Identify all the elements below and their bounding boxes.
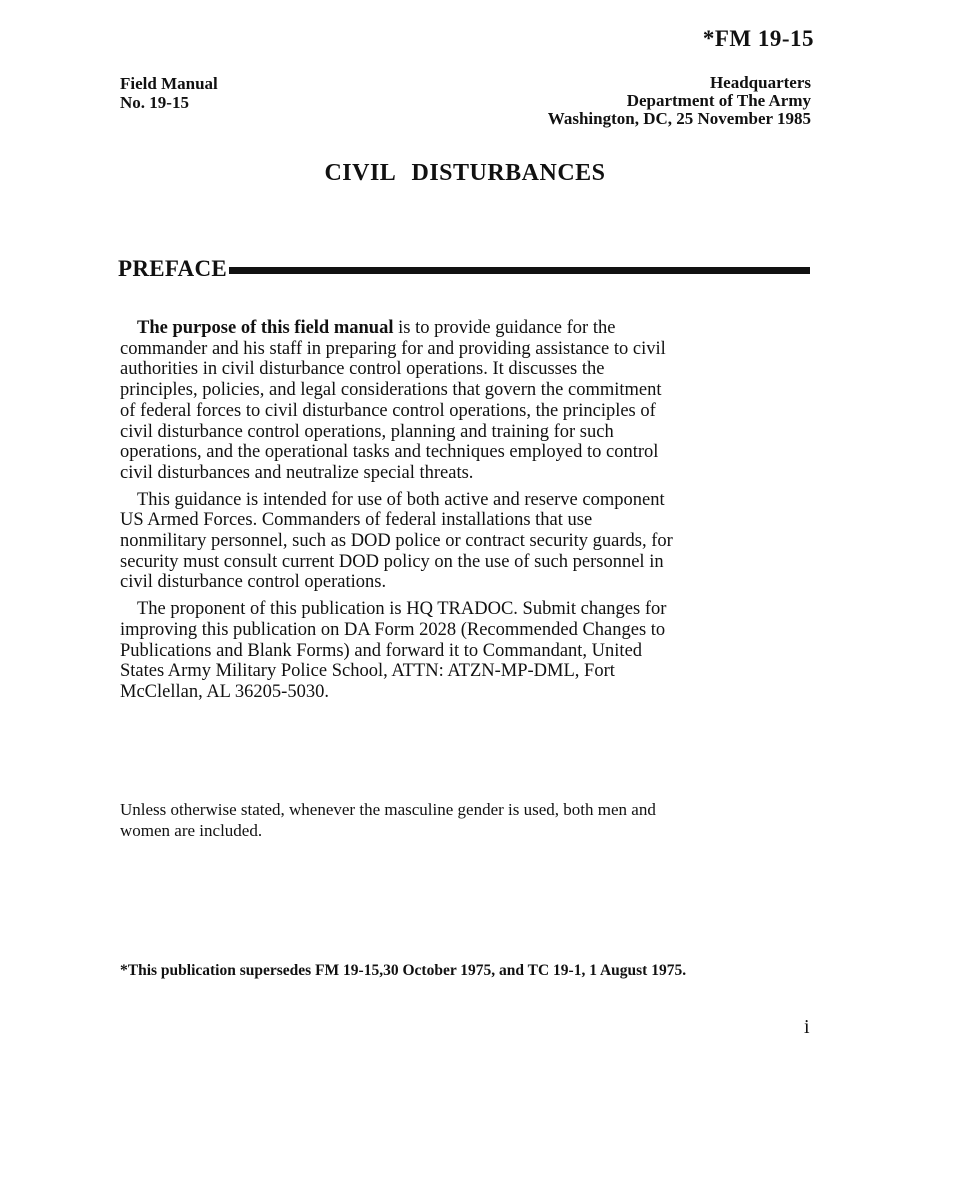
manual-type-label: Field Manual [120,74,218,93]
gender-note: Unless otherwise stated, whenever the masculine gender is used, both men and women are included. [120,800,656,840]
preface-paragraph-proponent: The proponent of this publication is HQ TRADOC. Submit changes for improving this publication on DA Form 2028 (Recommended Changes to Publications and Blank Forms) and forward it to Commandant, United States Army Military Police School, ATTN: ATZN-MP-DML, Fort McClellan, AL 36205-5030. [120,599,667,702]
manual-identifier [120,74,218,112]
preface-paragraph-guidance: This guidance is intended for use of both active and reserve component US Armed Forces. Commanders of federal installations that use nonmilitary personnel, such as DOD police or contract security guards, for security must consult current DOD policy on the use of such personnel in civil disturbance control operations. [120,489,673,593]
page-number: i [804,1016,810,1038]
document-title: CIVIL DISTURBANCES [324,160,606,186]
document-id: *FM 19-15 [702,26,814,51]
manual-number-label: No. 19-15 [120,93,189,112]
preface-paragraph-purpose [120,318,680,484]
location-date-line: Washington, DC, 25 November 1985 [547,109,811,128]
preface-heading: PREFACE [118,256,228,281]
supersedes-footnote: *This publication supersedes FM 19-15,30 October 1975, and TC 19-1, 1 August 1975. [120,962,687,979]
preface-body [120,318,680,709]
headquarters-block [548,74,811,128]
department-line: Department of The Army [626,91,811,110]
purpose-text: is to provide guidance for the commander and his staff in preparing for and providing assistance to civil authorities in civil disturbance control operations. It discusses the principles, policies, and legal considerations that govern the commitment of federal forces to civil disturbance control operations, the principles of civil disturbance control operations, planning and training for such operations, and the operational tasks and techniques employed to control civil disturbances and neutralize special threats. [120,318,666,483]
purpose-lead-in: The purpose of this field manual [137,318,394,338]
headquarters-line: Headquarters [709,73,811,92]
preface-rule-divider [229,267,810,274]
